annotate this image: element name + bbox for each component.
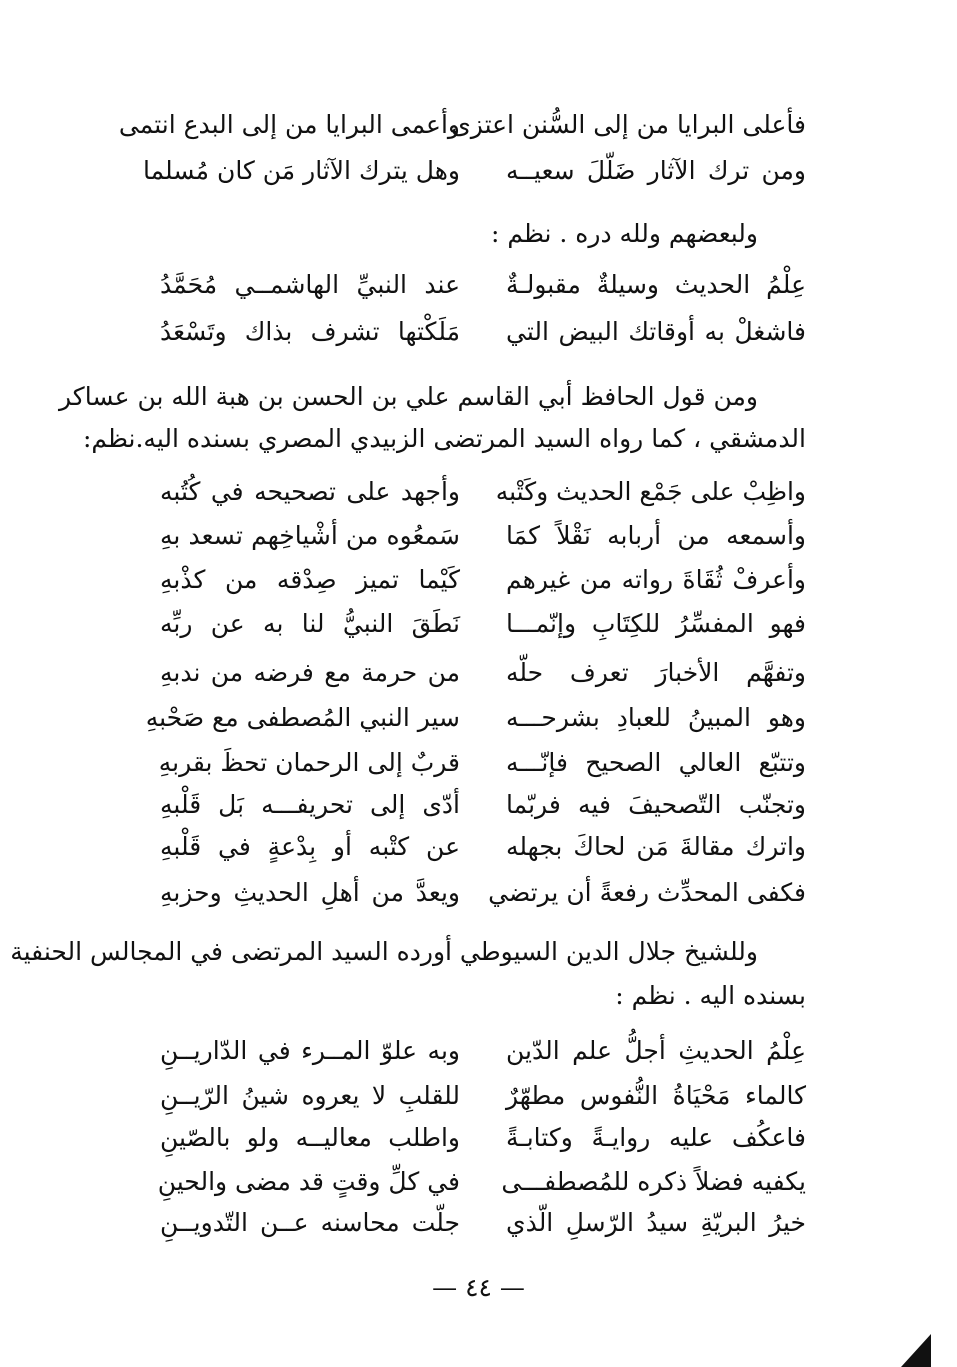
- verse-couplet: [160, 1201, 806, 1245]
- verse-second-hemistich: للقلبِ لا يعروه شينُ الرّيــنِ: [160, 1081, 460, 1110]
- verse-couplet: [160, 602, 806, 646]
- verse-first-hemistich: وهو المبينُ للعبادِ بشرحـــه: [506, 703, 806, 732]
- verse-couplet: [160, 558, 806, 602]
- verse-first-hemistich: ومن ترك الآثار ضَلّلَ سعيــه: [506, 156, 806, 185]
- verse-couplet: [145, 696, 806, 740]
- verse-second-hemistich: عند النبيِّ الهاشمــي مُحَمَّدُ: [160, 270, 460, 299]
- verse-couplet: [160, 1074, 806, 1118]
- verse-second-hemistich: كَيْما تميز صِدْقه من كذْبهِ: [160, 565, 460, 594]
- verse-second-hemistich: وهل يترك الآثار مَن كان مُسلما: [142, 156, 460, 185]
- verse-second-hemistich: في كلِّ وقتٍ قد مضى والحينِ: [157, 1167, 460, 1196]
- verse-second-hemistich: من حرمة مع فرضه من ندبهِ: [160, 658, 460, 687]
- verse-couplet: [160, 514, 806, 558]
- verse-first-hemistich: فأعلى البرايا من إلى السُّنن اعتزى: [451, 110, 806, 139]
- verse-couplet: [142, 149, 806, 193]
- verse-second-hemistich: واطلب معاليــه ولو بالصّينِ: [160, 1123, 460, 1152]
- verse-second-hemistich: جلّت محاسنه عــن التّدويــنِ: [160, 1208, 460, 1237]
- verse-second-hemistich: أدّى إلى تحريفـــه بَل قَلْبهِ: [160, 790, 460, 819]
- verse-couplet: [160, 1029, 806, 1073]
- verse-first-hemistich: خيرُ البريّةِ سيدُ الرّسلِ الّذي: [506, 1208, 806, 1237]
- verse-second-hemistich: سَمعُوه من أشْياخِهم تسعد بهِ: [160, 521, 460, 550]
- verse-first-hemistich: فاعكُف عليه روايـةً وكتابـةً: [506, 1123, 806, 1152]
- verse-second-hemistich: قربٌ إلى الرحمان تحظَ بقربهِ: [158, 748, 460, 777]
- verse-second-hemistich: سير النبي المُصطفى مع صَحْبهِ: [145, 703, 460, 732]
- verse-first-hemistich: وأسمعه من أربابه نَقْلاً كمَا: [506, 521, 806, 550]
- verse-second-hemistich: مَلَكْتها تشرف بذاك وتَسْعَدُ: [160, 317, 460, 346]
- verse-first-hemistich: يكفيه فضلاً ذكره للمُصطفـــى: [501, 1167, 806, 1196]
- verse-first-hemistich: كالماء مَحْيَاةُ النُّفوس مطهّرٌ: [506, 1081, 806, 1110]
- verse-first-hemistich: وتفهَّم الأخبارَ تعرف حلّه: [506, 658, 806, 687]
- verse-second-hemistich: نَطَقَ النبيُّ لنا به عن ربِّه: [160, 609, 460, 638]
- verse-couplet: [160, 825, 806, 869]
- verse-first-hemistich: فهو المفسِّرُ للكِتَابِ وإنّمـــا: [506, 609, 806, 638]
- page-corner-mark: [901, 1334, 931, 1367]
- verse-second-hemistich: ويعدَّ من أهلِ الحديثِ وحزبهِ: [160, 878, 460, 907]
- verse-second-hemistich: وأجهد على تصحيحه في كُتُبه: [160, 477, 460, 506]
- verse-couplet: [157, 1160, 806, 1204]
- intro-line: بسنده اليه . نظم :: [615, 981, 806, 1010]
- verse-couplet: [160, 263, 806, 307]
- verse-second-hemistich: وأعمى البرايا من إلى البدع انتمى: [118, 110, 460, 139]
- verse-couplet: [160, 871, 806, 915]
- verse-couplet: [160, 783, 806, 827]
- page-number: — ٤٤ —: [432, 1273, 525, 1302]
- intro-line: ومن قول الحافظ أبي القاسم علي بن الحسن بن هبة الله بن عساكر: [59, 382, 758, 411]
- verse-first-hemistich: واظِبْ على جَمْع الحديث وكَتْبه: [495, 477, 806, 506]
- verse-couplet: [160, 651, 806, 695]
- verse-couplet: [160, 1116, 806, 1160]
- verse-first-hemistich: وتتبّع العالي الصحيح فإنّـــه: [506, 748, 806, 777]
- verse-second-hemistich: وبه علوّ المــرء في الدّاريــنِ: [160, 1036, 460, 1065]
- intro-line: ولبعضهم ولله دره . نظم :: [490, 219, 758, 248]
- verse-first-hemistich: عِلْمُ الحديثِ أجلُّ علم الدّين: [506, 1036, 806, 1065]
- verse-first-hemistich: وأعرفْ ثُقَاةَ رواته من غيرهم: [506, 565, 806, 594]
- verse-first-hemistich: فكفى المحدِّث رفعةً أن يرتضي: [488, 878, 806, 907]
- verse-first-hemistich: وتجنّب التّصحيفَ فيه فربّما: [506, 790, 806, 819]
- verse-second-hemistich: عن كتْبه أو بِدْعةٍ في قَلْبهِ: [160, 832, 460, 861]
- verse-couplet: [160, 741, 806, 785]
- verse-first-hemistich: فاشغلْ به أوقاتك البيض التي: [506, 317, 806, 346]
- verse-couplet: [118, 103, 806, 147]
- intro-line: وللشيخ جلال الدين السيوطي أورده السيد المرتضى في المجالس الحنفية: [10, 937, 758, 966]
- intro-line: الدمشقي ، كما رواه السيد المرتضى الزبيدي المصري بسنده اليه.نظم:: [82, 424, 806, 453]
- verse-couplet: [160, 310, 806, 354]
- verse-couplet: [160, 470, 806, 514]
- verse-first-hemistich: واترك مقالةَ مَن لحاكَ بجهله: [506, 832, 806, 861]
- verse-first-hemistich: عِلْمُ الحديث وسيلةٌ مقبولـةٌ: [506, 270, 806, 299]
